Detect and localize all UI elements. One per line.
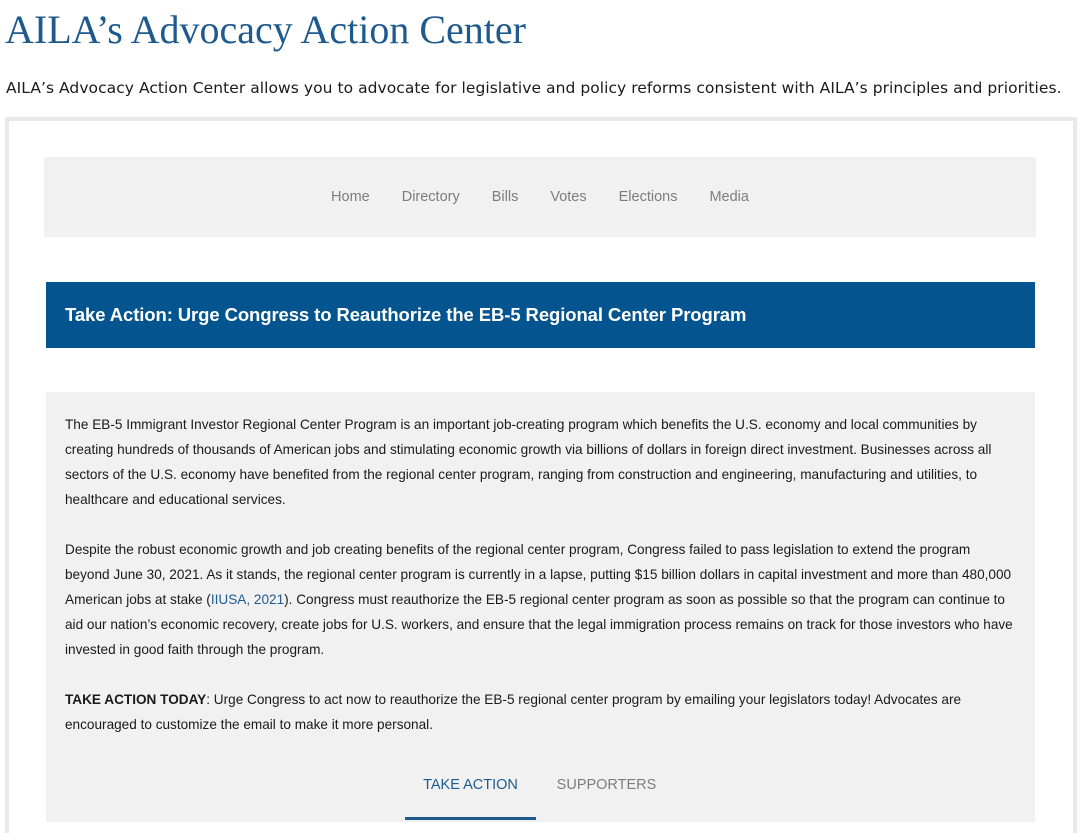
paragraph-call-to-action [65,687,1015,737]
action-tabs [46,768,1035,820]
nav-item-elections[interactable]: Elections [618,189,678,205]
nav-item-votes[interactable]: Votes [550,189,587,205]
tab-supporters[interactable]: SUPPORTERS [556,777,657,793]
nav-item-media[interactable]: Media [709,189,749,205]
action-title: Take Action: Urge Congress to Reauthorize the EB-5 Regional Center Program [65,304,747,325]
paragraph-lapse-text: Despite the robust economic growth and job creating benefits of the regional center program, Congress failed to pass legislation to extend the program beyond June 30, 2021. As it stands, the regional center program is currently in a lapse, putting $15 billion dollars in capital investment and more than 480,000 American jobs at stake ( [65,542,1012,607]
action-header [46,282,1035,348]
intro-text: AILA’s Advocacy Action Center allows you to advocate for legislative and policy reforms consistent with AILA’s principles and priorities. [6,79,1062,97]
iiusa-link[interactable]: IIUSA, 2021 [210,592,285,607]
paragraph-lapse [65,537,1015,662]
nav-item-directory[interactable]: Directory [401,189,460,205]
paragraph-lapse-text-end: ). Congress must reauthorize the EB-5 regional center program as soon as possible so that the program can continue to aid our nation’s economic recovery, create jobs for U.S. workers, and ensure that the legal immigration process remains on track for those investors who have invested in good faith through the program. [65,592,1013,657]
paragraph-eb5-overview: The EB-5 Immigrant Investor Regional Center Program is an important job-creating program which benefits the U.S. economy and local communities by creating hundreds of thousands of American jobs and stimulating economic growth via billions of dollars in foreign direct investment. Businesses across all sectors of the U.S. economy have benefited from the regional center program, ranging from construction and engineering, manufacturing and utilities, to healthcare and educational services. [65,417,992,507]
page-title: AILA’s Advocacy Action Center [5,7,526,52]
action-description [65,412,1015,762]
nav-item-bills[interactable]: Bills [491,189,519,205]
cta-text: : Urge Congress to act now to reauthorize the EB-5 regional center program by emailing your legislators today! Advocates are encouraged to customize the email to make it more personal. [65,692,962,732]
top-nav [44,157,1036,237]
cta-label: TAKE ACTION TODAY [65,692,207,707]
tab-take-action[interactable]: TAKE ACTION [405,768,536,820]
nav-item-home[interactable]: Home [331,189,370,205]
